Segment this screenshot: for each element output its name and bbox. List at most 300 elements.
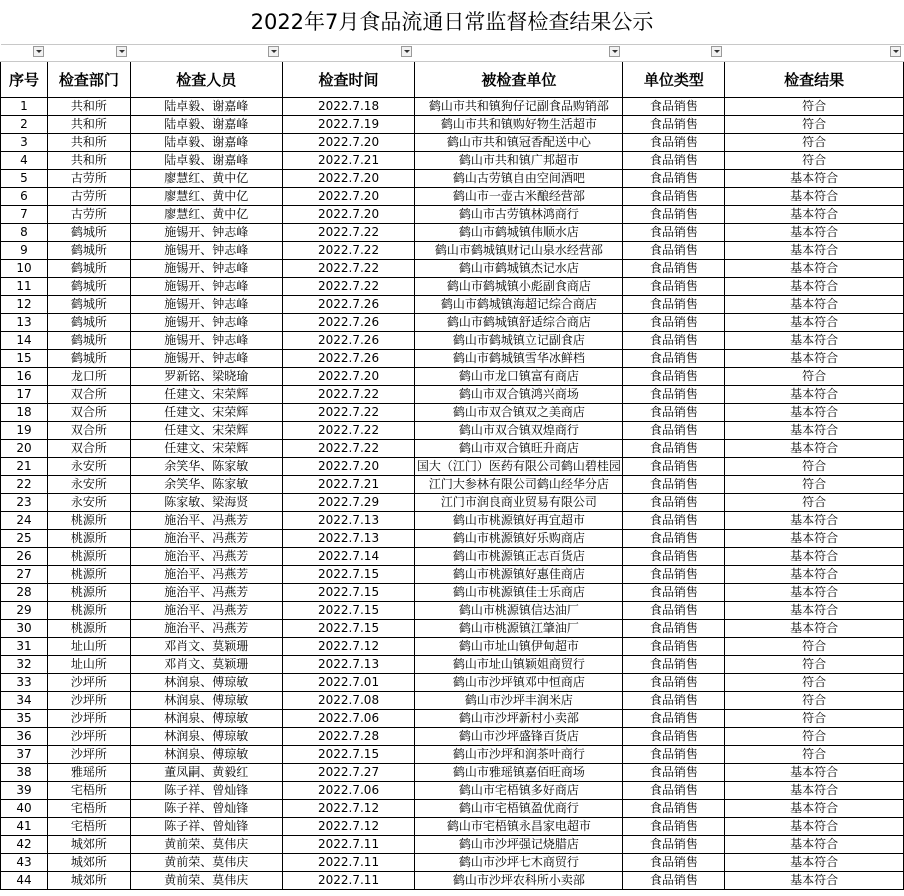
cell-inspectors[interactable]: 任建文、宋荣辉 bbox=[130, 404, 282, 422]
cell-department[interactable]: 宅梧所 bbox=[47, 818, 130, 836]
cell-department[interactable]: 沙坪所 bbox=[47, 692, 130, 710]
cell-date[interactable]: 2022.7.22 bbox=[282, 440, 415, 458]
cell-unit-type[interactable]: 食品销售 bbox=[623, 674, 725, 692]
cell-unit[interactable]: 鹤山市桃源镇好再宜超市 bbox=[415, 512, 623, 530]
cell-department[interactable]: 城郊所 bbox=[47, 836, 130, 854]
cell-date[interactable]: 2022.7.22 bbox=[282, 422, 415, 440]
cell-department[interactable]: 古劳所 bbox=[47, 206, 130, 224]
cell-unit-type[interactable]: 食品销售 bbox=[623, 494, 725, 512]
cell-date[interactable]: 2022.7.14 bbox=[282, 548, 415, 566]
cell-unit[interactable]: 鹤山市桃源镇江肇油厂 bbox=[415, 620, 623, 638]
cell-inspectors[interactable]: 施锡开、钟志峰 bbox=[130, 278, 282, 296]
filter-dropdown-button[interactable] bbox=[711, 46, 722, 57]
cell-unit[interactable]: 鹤山市双合镇鸿兴商场 bbox=[415, 386, 623, 404]
cell-date[interactable]: 2022.7.11 bbox=[282, 836, 415, 854]
cell-result[interactable]: 基本符合 bbox=[725, 422, 904, 440]
cell-unit[interactable]: 鹤山市鹤城镇杰记水店 bbox=[415, 260, 623, 278]
cell-index[interactable]: 20 bbox=[1, 440, 48, 458]
cell-unit[interactable]: 鹤山市龙口镇富有商店 bbox=[415, 368, 623, 386]
cell-unit[interactable]: 鹤山市桃源镇好惠佳商店 bbox=[415, 566, 623, 584]
cell-inspectors[interactable]: 陆卓毅、谢嘉峰 bbox=[130, 134, 282, 152]
cell-unit-type[interactable]: 食品销售 bbox=[623, 818, 725, 836]
cell-date[interactable]: 2022.7.06 bbox=[282, 782, 415, 800]
cell-unit[interactable]: 鹤山市雅瑶镇嘉佰旺商场 bbox=[415, 764, 623, 782]
cell-index[interactable]: 18 bbox=[1, 404, 48, 422]
cell-index[interactable]: 29 bbox=[1, 602, 48, 620]
cell-department[interactable]: 鹤城所 bbox=[47, 350, 130, 368]
cell-date[interactable]: 2022.7.13 bbox=[282, 512, 415, 530]
cell-department[interactable]: 桃源所 bbox=[47, 584, 130, 602]
cell-index[interactable]: 3 bbox=[1, 134, 48, 152]
cell-unit-type[interactable]: 食品销售 bbox=[623, 116, 725, 134]
column-header-unit-type[interactable]: 单位类型 bbox=[623, 62, 725, 98]
cell-inspectors[interactable]: 林润泉、傅琼敏 bbox=[130, 746, 282, 764]
cell-date[interactable]: 2022.7.22 bbox=[282, 278, 415, 296]
cell-result[interactable]: 符合 bbox=[725, 638, 904, 656]
cell-inspectors[interactable]: 邓肖文、莫颖珊 bbox=[130, 656, 282, 674]
cell-unit-type[interactable]: 食品销售 bbox=[623, 476, 725, 494]
cell-index[interactable]: 28 bbox=[1, 584, 48, 602]
cell-department[interactable]: 双合所 bbox=[47, 440, 130, 458]
cell-unit-type[interactable]: 食品销售 bbox=[623, 620, 725, 638]
cell-index[interactable]: 5 bbox=[1, 170, 48, 188]
cell-department[interactable]: 桃源所 bbox=[47, 602, 130, 620]
cell-index[interactable]: 27 bbox=[1, 566, 48, 584]
cell-result[interactable]: 基本符合 bbox=[725, 620, 904, 638]
cell-unit[interactable]: 鹤山市址山镇颖姐商贸行 bbox=[415, 656, 623, 674]
cell-unit-type[interactable]: 食品销售 bbox=[623, 368, 725, 386]
cell-unit[interactable]: 鹤山市桃源镇好乐购商店 bbox=[415, 530, 623, 548]
cell-result[interactable]: 基本符合 bbox=[725, 584, 904, 602]
cell-index[interactable]: 2 bbox=[1, 116, 48, 134]
cell-inspectors[interactable]: 施治平、冯燕芳 bbox=[130, 602, 282, 620]
cell-unit[interactable]: 鹤山市沙坪农科所小卖部 bbox=[415, 872, 623, 890]
cell-department[interactable]: 桃源所 bbox=[47, 620, 130, 638]
cell-unit-type[interactable]: 食品销售 bbox=[623, 566, 725, 584]
cell-result[interactable]: 符合 bbox=[725, 746, 904, 764]
cell-inspectors[interactable]: 施治平、冯燕芳 bbox=[130, 548, 282, 566]
cell-unit[interactable]: 鹤山市共和镇冠香配送中心 bbox=[415, 134, 623, 152]
column-header-unit[interactable]: 被检查单位 bbox=[415, 62, 623, 98]
cell-result[interactable]: 符合 bbox=[725, 368, 904, 386]
cell-index[interactable]: 22 bbox=[1, 476, 48, 494]
cell-unit-type[interactable]: 食品销售 bbox=[623, 692, 725, 710]
cell-unit-type[interactable]: 食品销售 bbox=[623, 206, 725, 224]
cell-inspectors[interactable]: 施治平、冯燕芳 bbox=[130, 620, 282, 638]
cell-unit[interactable]: 鹤山市沙坪强记烧腊店 bbox=[415, 836, 623, 854]
cell-unit[interactable]: 鹤山市一壶古米酿经营部 bbox=[415, 188, 623, 206]
cell-department[interactable]: 桃源所 bbox=[47, 512, 130, 530]
cell-index[interactable]: 15 bbox=[1, 350, 48, 368]
cell-unit-type[interactable]: 食品销售 bbox=[623, 278, 725, 296]
cell-inspectors[interactable]: 廖慧红、黄中亿 bbox=[130, 188, 282, 206]
cell-inspectors[interactable]: 施治平、冯燕芳 bbox=[130, 566, 282, 584]
cell-unit[interactable]: 鹤山市宅梧镇盈优商行 bbox=[415, 800, 623, 818]
cell-unit[interactable]: 鹤山市共和镇购好物生活超市 bbox=[415, 116, 623, 134]
cell-result[interactable]: 基本符合 bbox=[725, 188, 904, 206]
cell-result[interactable]: 符合 bbox=[725, 674, 904, 692]
cell-department[interactable]: 共和所 bbox=[47, 98, 130, 116]
cell-unit[interactable]: 鹤山市宅梧镇永昌家电超市 bbox=[415, 818, 623, 836]
cell-index[interactable]: 41 bbox=[1, 818, 48, 836]
cell-result[interactable]: 符合 bbox=[725, 116, 904, 134]
cell-department[interactable]: 沙坪所 bbox=[47, 746, 130, 764]
cell-date[interactable]: 2022.7.13 bbox=[282, 656, 415, 674]
cell-unit[interactable]: 鹤山市鹤城镇伟顺水店 bbox=[415, 224, 623, 242]
cell-unit[interactable]: 鹤山市址山镇伊甸超市 bbox=[415, 638, 623, 656]
cell-date[interactable]: 2022.7.22 bbox=[282, 386, 415, 404]
cell-department[interactable]: 宅梧所 bbox=[47, 800, 130, 818]
cell-unit[interactable]: 鹤山市沙坪丰润米店 bbox=[415, 692, 623, 710]
cell-inspectors[interactable]: 林润泉、傅琼敏 bbox=[130, 674, 282, 692]
cell-result[interactable]: 基本符合 bbox=[725, 170, 904, 188]
cell-department[interactable]: 宅梧所 bbox=[47, 782, 130, 800]
cell-unit[interactable]: 鹤山市沙坪新村小卖部 bbox=[415, 710, 623, 728]
cell-department[interactable]: 沙坪所 bbox=[47, 728, 130, 746]
filter-dropdown-button[interactable] bbox=[890, 46, 901, 57]
cell-department[interactable]: 城郊所 bbox=[47, 872, 130, 890]
cell-unit-type[interactable]: 食品销售 bbox=[623, 314, 725, 332]
cell-unit[interactable]: 鹤山市鹤城镇财记山泉水经营部 bbox=[415, 242, 623, 260]
cell-date[interactable]: 2022.7.11 bbox=[282, 872, 415, 890]
cell-result[interactable]: 基本符合 bbox=[725, 296, 904, 314]
cell-unit-type[interactable]: 食品销售 bbox=[623, 296, 725, 314]
cell-index[interactable]: 7 bbox=[1, 206, 48, 224]
cell-result[interactable]: 基本符合 bbox=[725, 332, 904, 350]
cell-index[interactable]: 4 bbox=[1, 152, 48, 170]
filter-dropdown-button[interactable] bbox=[116, 46, 127, 57]
cell-inspectors[interactable]: 邓肖文、莫颖珊 bbox=[130, 638, 282, 656]
cell-index[interactable]: 42 bbox=[1, 836, 48, 854]
cell-unit-type[interactable]: 食品销售 bbox=[623, 170, 725, 188]
cell-result[interactable]: 基本符合 bbox=[725, 314, 904, 332]
cell-date[interactable]: 2022.7.06 bbox=[282, 710, 415, 728]
cell-index[interactable]: 34 bbox=[1, 692, 48, 710]
cell-index[interactable]: 32 bbox=[1, 656, 48, 674]
cell-unit[interactable]: 鹤山市桃源镇信达油厂 bbox=[415, 602, 623, 620]
cell-department[interactable]: 共和所 bbox=[47, 152, 130, 170]
cell-department[interactable]: 永安所 bbox=[47, 458, 130, 476]
cell-department[interactable]: 古劳所 bbox=[47, 170, 130, 188]
cell-index[interactable]: 23 bbox=[1, 494, 48, 512]
cell-unit[interactable]: 江门大参林有限公司鹤山经华分店 bbox=[415, 476, 623, 494]
cell-result[interactable]: 符合 bbox=[725, 710, 904, 728]
cell-result[interactable]: 基本符合 bbox=[725, 440, 904, 458]
cell-inspectors[interactable]: 陈子祥、曾灿锋 bbox=[130, 782, 282, 800]
column-header-department[interactable]: 检查部门 bbox=[47, 62, 130, 98]
cell-inspectors[interactable]: 任建文、宋荣辉 bbox=[130, 422, 282, 440]
cell-unit-type[interactable]: 食品销售 bbox=[623, 782, 725, 800]
cell-date[interactable]: 2022.7.15 bbox=[282, 620, 415, 638]
cell-date[interactable]: 2022.7.29 bbox=[282, 494, 415, 512]
cell-inspectors[interactable]: 黄前荣、莫伟庆 bbox=[130, 854, 282, 872]
cell-inspectors[interactable]: 罗新铭、梁晓瑜 bbox=[130, 368, 282, 386]
cell-date[interactable]: 2022.7.22 bbox=[282, 242, 415, 260]
cell-department[interactable]: 永安所 bbox=[47, 476, 130, 494]
cell-index[interactable]: 6 bbox=[1, 188, 48, 206]
cell-result[interactable]: 基本符合 bbox=[725, 602, 904, 620]
cell-department[interactable]: 龙口所 bbox=[47, 368, 130, 386]
cell-date[interactable]: 2022.7.12 bbox=[282, 800, 415, 818]
cell-date[interactable]: 2022.7.27 bbox=[282, 764, 415, 782]
cell-department[interactable]: 沙坪所 bbox=[47, 710, 130, 728]
column-header-date[interactable]: 检查时间 bbox=[282, 62, 415, 98]
cell-department[interactable]: 共和所 bbox=[47, 134, 130, 152]
cell-index[interactable]: 14 bbox=[1, 332, 48, 350]
cell-department[interactable]: 鹤城所 bbox=[47, 224, 130, 242]
cell-unit-type[interactable]: 食品销售 bbox=[623, 602, 725, 620]
filter-dropdown-button[interactable] bbox=[268, 46, 279, 57]
cell-inspectors[interactable]: 任建文、宋荣辉 bbox=[130, 440, 282, 458]
cell-result[interactable]: 基本符合 bbox=[725, 242, 904, 260]
cell-index[interactable]: 36 bbox=[1, 728, 48, 746]
cell-inspectors[interactable]: 廖慧红、黄中亿 bbox=[130, 206, 282, 224]
cell-index[interactable]: 17 bbox=[1, 386, 48, 404]
cell-date[interactable]: 2022.7.20 bbox=[282, 206, 415, 224]
cell-result[interactable]: 符合 bbox=[725, 152, 904, 170]
cell-inspectors[interactable]: 林润泉、傅琼敏 bbox=[130, 710, 282, 728]
cell-unit[interactable]: 国大（江门）医药有限公司鹤山碧桂园 bbox=[415, 458, 623, 476]
cell-department[interactable]: 鹤城所 bbox=[47, 242, 130, 260]
cell-date[interactable]: 2022.7.20 bbox=[282, 134, 415, 152]
cell-date[interactable]: 2022.7.26 bbox=[282, 350, 415, 368]
cell-unit-type[interactable]: 食品销售 bbox=[623, 440, 725, 458]
cell-result[interactable]: 基本符合 bbox=[725, 278, 904, 296]
filter-dropdown-button[interactable] bbox=[33, 46, 44, 57]
cell-department[interactable]: 鹤城所 bbox=[47, 278, 130, 296]
cell-result[interactable]: 基本符合 bbox=[725, 350, 904, 368]
cell-result[interactable]: 基本符合 bbox=[725, 764, 904, 782]
cell-date[interactable]: 2022.7.01 bbox=[282, 674, 415, 692]
cell-inspectors[interactable]: 施治平、冯燕芳 bbox=[130, 512, 282, 530]
cell-inspectors[interactable]: 施锡开、钟志峰 bbox=[130, 314, 282, 332]
cell-inspectors[interactable]: 施治平、冯燕芳 bbox=[130, 584, 282, 602]
cell-inspectors[interactable]: 陈家敏、梁海贤 bbox=[130, 494, 282, 512]
cell-inspectors[interactable]: 林润泉、傅琼敏 bbox=[130, 692, 282, 710]
cell-unit-type[interactable]: 食品销售 bbox=[623, 656, 725, 674]
cell-inspectors[interactable]: 黄前荣、莫伟庆 bbox=[130, 836, 282, 854]
cell-date[interactable]: 2022.7.15 bbox=[282, 602, 415, 620]
cell-department[interactable]: 双合所 bbox=[47, 404, 130, 422]
cell-unit-type[interactable]: 食品销售 bbox=[623, 188, 725, 206]
cell-result[interactable]: 基本符合 bbox=[725, 530, 904, 548]
cell-unit[interactable]: 鹤山市宅梧镇多好商店 bbox=[415, 782, 623, 800]
cell-result[interactable]: 基本符合 bbox=[725, 854, 904, 872]
cell-date[interactable]: 2022.7.22 bbox=[282, 260, 415, 278]
cell-unit[interactable]: 鹤山市桃源镇佳士乐商店 bbox=[415, 584, 623, 602]
cell-index[interactable]: 37 bbox=[1, 746, 48, 764]
cell-date[interactable]: 2022.7.20 bbox=[282, 368, 415, 386]
cell-date[interactable]: 2022.7.11 bbox=[282, 854, 415, 872]
cell-index[interactable]: 43 bbox=[1, 854, 48, 872]
cell-department[interactable]: 桃源所 bbox=[47, 548, 130, 566]
cell-index[interactable]: 11 bbox=[1, 278, 48, 296]
cell-unit[interactable]: 鹤山市鹤城镇海超记综合商店 bbox=[415, 296, 623, 314]
cell-result[interactable]: 基本符合 bbox=[725, 206, 904, 224]
cell-inspectors[interactable]: 陆卓毅、谢嘉峰 bbox=[130, 98, 282, 116]
cell-inspectors[interactable]: 余笑华、陈家敏 bbox=[130, 458, 282, 476]
cell-inspectors[interactable]: 黄前荣、莫伟庆 bbox=[130, 872, 282, 890]
cell-unit-type[interactable]: 食品销售 bbox=[623, 530, 725, 548]
cell-date[interactable]: 2022.7.26 bbox=[282, 332, 415, 350]
cell-unit[interactable]: 鹤山市沙坪盛锋百货店 bbox=[415, 728, 623, 746]
cell-index[interactable]: 21 bbox=[1, 458, 48, 476]
cell-date[interactable]: 2022.7.20 bbox=[282, 458, 415, 476]
cell-date[interactable]: 2022.7.21 bbox=[282, 152, 415, 170]
cell-department[interactable]: 雅瑶所 bbox=[47, 764, 130, 782]
cell-index[interactable]: 12 bbox=[1, 296, 48, 314]
cell-result[interactable]: 基本符合 bbox=[725, 512, 904, 530]
cell-inspectors[interactable]: 董凤嗣、黄毅红 bbox=[130, 764, 282, 782]
cell-date[interactable]: 2022.7.26 bbox=[282, 296, 415, 314]
cell-result[interactable]: 符合 bbox=[725, 134, 904, 152]
cell-index[interactable]: 35 bbox=[1, 710, 48, 728]
cell-unit[interactable]: 鹤山市共和镇广邦超市 bbox=[415, 152, 623, 170]
cell-result[interactable]: 基本符合 bbox=[725, 404, 904, 422]
cell-department[interactable]: 址山所 bbox=[47, 638, 130, 656]
cell-index[interactable]: 10 bbox=[1, 260, 48, 278]
cell-department[interactable]: 共和所 bbox=[47, 116, 130, 134]
cell-date[interactable]: 2022.7.20 bbox=[282, 170, 415, 188]
cell-unit-type[interactable]: 食品销售 bbox=[623, 800, 725, 818]
column-header-result[interactable]: 检查结果 bbox=[725, 62, 904, 98]
cell-unit-type[interactable]: 食品销售 bbox=[623, 548, 725, 566]
cell-date[interactable]: 2022.7.08 bbox=[282, 692, 415, 710]
cell-unit-type[interactable]: 食品销售 bbox=[623, 422, 725, 440]
cell-result[interactable]: 符合 bbox=[725, 656, 904, 674]
cell-department[interactable]: 鹤城所 bbox=[47, 332, 130, 350]
cell-unit-type[interactable]: 食品销售 bbox=[623, 710, 725, 728]
cell-result[interactable]: 基本符合 bbox=[725, 386, 904, 404]
cell-index[interactable]: 38 bbox=[1, 764, 48, 782]
cell-unit[interactable]: 鹤山市鹤城镇立记副食店 bbox=[415, 332, 623, 350]
cell-index[interactable]: 9 bbox=[1, 242, 48, 260]
cell-unit-type[interactable]: 食品销售 bbox=[623, 728, 725, 746]
cell-unit-type[interactable]: 食品销售 bbox=[623, 98, 725, 116]
cell-date[interactable]: 2022.7.12 bbox=[282, 638, 415, 656]
cell-unit-type[interactable]: 食品销售 bbox=[623, 404, 725, 422]
cell-index[interactable]: 26 bbox=[1, 548, 48, 566]
cell-date[interactable]: 2022.7.15 bbox=[282, 746, 415, 764]
cell-result[interactable]: 符合 bbox=[725, 692, 904, 710]
cell-unit[interactable]: 鹤山市双合镇旺升商店 bbox=[415, 440, 623, 458]
cell-date[interactable]: 2022.7.20 bbox=[282, 188, 415, 206]
cell-department[interactable]: 沙坪所 bbox=[47, 674, 130, 692]
cell-unit[interactable]: 鹤山市双合镇双煌商行 bbox=[415, 422, 623, 440]
cell-index[interactable]: 31 bbox=[1, 638, 48, 656]
cell-unit-type[interactable]: 食品销售 bbox=[623, 872, 725, 890]
cell-unit-type[interactable]: 食品销售 bbox=[623, 746, 725, 764]
cell-result[interactable]: 符合 bbox=[725, 458, 904, 476]
cell-index[interactable]: 19 bbox=[1, 422, 48, 440]
cell-unit[interactable]: 鹤山市沙坪七木商贸行 bbox=[415, 854, 623, 872]
cell-inspectors[interactable]: 陆卓毅、谢嘉峰 bbox=[130, 152, 282, 170]
cell-date[interactable]: 2022.7.12 bbox=[282, 818, 415, 836]
cell-result[interactable]: 符合 bbox=[725, 98, 904, 116]
cell-department[interactable]: 址山所 bbox=[47, 656, 130, 674]
cell-date[interactable]: 2022.7.15 bbox=[282, 566, 415, 584]
cell-date[interactable]: 2022.7.26 bbox=[282, 314, 415, 332]
cell-unit-type[interactable]: 食品销售 bbox=[623, 512, 725, 530]
cell-unit[interactable]: 鹤山市桃源镇正志百货店 bbox=[415, 548, 623, 566]
cell-department[interactable]: 双合所 bbox=[47, 386, 130, 404]
cell-unit-type[interactable]: 食品销售 bbox=[623, 764, 725, 782]
cell-result[interactable]: 基本符合 bbox=[725, 800, 904, 818]
cell-result[interactable]: 基本符合 bbox=[725, 566, 904, 584]
cell-result[interactable]: 基本符合 bbox=[725, 260, 904, 278]
cell-result[interactable]: 符合 bbox=[725, 728, 904, 746]
cell-inspectors[interactable]: 施锡开、钟志峰 bbox=[130, 332, 282, 350]
cell-index[interactable]: 8 bbox=[1, 224, 48, 242]
cell-department[interactable]: 鹤城所 bbox=[47, 314, 130, 332]
cell-department[interactable]: 双合所 bbox=[47, 422, 130, 440]
cell-inspectors[interactable]: 施锡开、钟志峰 bbox=[130, 350, 282, 368]
cell-unit-type[interactable]: 食品销售 bbox=[623, 350, 725, 368]
cell-unit-type[interactable]: 食品销售 bbox=[623, 242, 725, 260]
cell-date[interactable]: 2022.7.21 bbox=[282, 476, 415, 494]
column-header-inspectors[interactable]: 检查人员 bbox=[130, 62, 282, 98]
cell-department[interactable]: 鹤城所 bbox=[47, 260, 130, 278]
cell-index[interactable]: 13 bbox=[1, 314, 48, 332]
cell-date[interactable]: 2022.7.22 bbox=[282, 224, 415, 242]
cell-index[interactable]: 33 bbox=[1, 674, 48, 692]
cell-unit-type[interactable]: 食品销售 bbox=[623, 638, 725, 656]
cell-unit[interactable]: 鹤山市共和镇狗仔记副食品购销部 bbox=[415, 98, 623, 116]
cell-inspectors[interactable]: 余笑华、陈家敏 bbox=[130, 476, 282, 494]
cell-inspectors[interactable]: 任建文、宋荣辉 bbox=[130, 386, 282, 404]
cell-inspectors[interactable]: 施锡开、钟志峰 bbox=[130, 242, 282, 260]
cell-unit-type[interactable]: 食品销售 bbox=[623, 386, 725, 404]
cell-inspectors[interactable]: 施锡开、钟志峰 bbox=[130, 260, 282, 278]
cell-date[interactable]: 2022.7.18 bbox=[282, 98, 415, 116]
cell-result[interactable]: 符合 bbox=[725, 494, 904, 512]
cell-inspectors[interactable]: 陈子祥、曾灿锋 bbox=[130, 818, 282, 836]
cell-result[interactable]: 基本符合 bbox=[725, 836, 904, 854]
cell-inspectors[interactable]: 施治平、冯燕芳 bbox=[130, 530, 282, 548]
cell-inspectors[interactable]: 陈子祥、曾灿锋 bbox=[130, 800, 282, 818]
cell-department[interactable]: 鹤城所 bbox=[47, 296, 130, 314]
cell-result[interactable]: 符合 bbox=[725, 476, 904, 494]
cell-department[interactable]: 永安所 bbox=[47, 494, 130, 512]
cell-unit[interactable]: 江门市润良商业贸易有限公司 bbox=[415, 494, 623, 512]
cell-department[interactable]: 桃源所 bbox=[47, 530, 130, 548]
cell-unit-type[interactable]: 食品销售 bbox=[623, 836, 725, 854]
cell-unit-type[interactable]: 食品销售 bbox=[623, 584, 725, 602]
cell-inspectors[interactable]: 施锡开、钟志峰 bbox=[130, 296, 282, 314]
cell-inspectors[interactable]: 廖慧红、黄中亿 bbox=[130, 170, 282, 188]
cell-unit-type[interactable]: 食品销售 bbox=[623, 854, 725, 872]
cell-department[interactable]: 古劳所 bbox=[47, 188, 130, 206]
cell-unit[interactable]: 鹤山市古劳镇林鸿商行 bbox=[415, 206, 623, 224]
cell-index[interactable]: 25 bbox=[1, 530, 48, 548]
filter-dropdown-button[interactable] bbox=[609, 46, 620, 57]
cell-date[interactable]: 2022.7.15 bbox=[282, 584, 415, 602]
cell-unit-type[interactable]: 食品销售 bbox=[623, 224, 725, 242]
cell-unit-type[interactable]: 食品销售 bbox=[623, 152, 725, 170]
cell-index[interactable]: 1 bbox=[1, 98, 48, 116]
cell-result[interactable]: 基本符合 bbox=[725, 548, 904, 566]
cell-unit[interactable]: 鹤山市鹤城镇小彪副食商店 bbox=[415, 278, 623, 296]
cell-date[interactable]: 2022.7.28 bbox=[282, 728, 415, 746]
cell-result[interactable]: 基本符合 bbox=[725, 818, 904, 836]
cell-index[interactable]: 24 bbox=[1, 512, 48, 530]
cell-inspectors[interactable]: 施锡开、钟志峰 bbox=[130, 224, 282, 242]
cell-unit[interactable]: 鹤山古劳镇自由空间酒吧 bbox=[415, 170, 623, 188]
cell-department[interactable]: 城郊所 bbox=[47, 854, 130, 872]
filter-dropdown-button[interactable] bbox=[401, 46, 412, 57]
cell-inspectors[interactable]: 林润泉、傅琼敏 bbox=[130, 728, 282, 746]
cell-date[interactable]: 2022.7.13 bbox=[282, 530, 415, 548]
